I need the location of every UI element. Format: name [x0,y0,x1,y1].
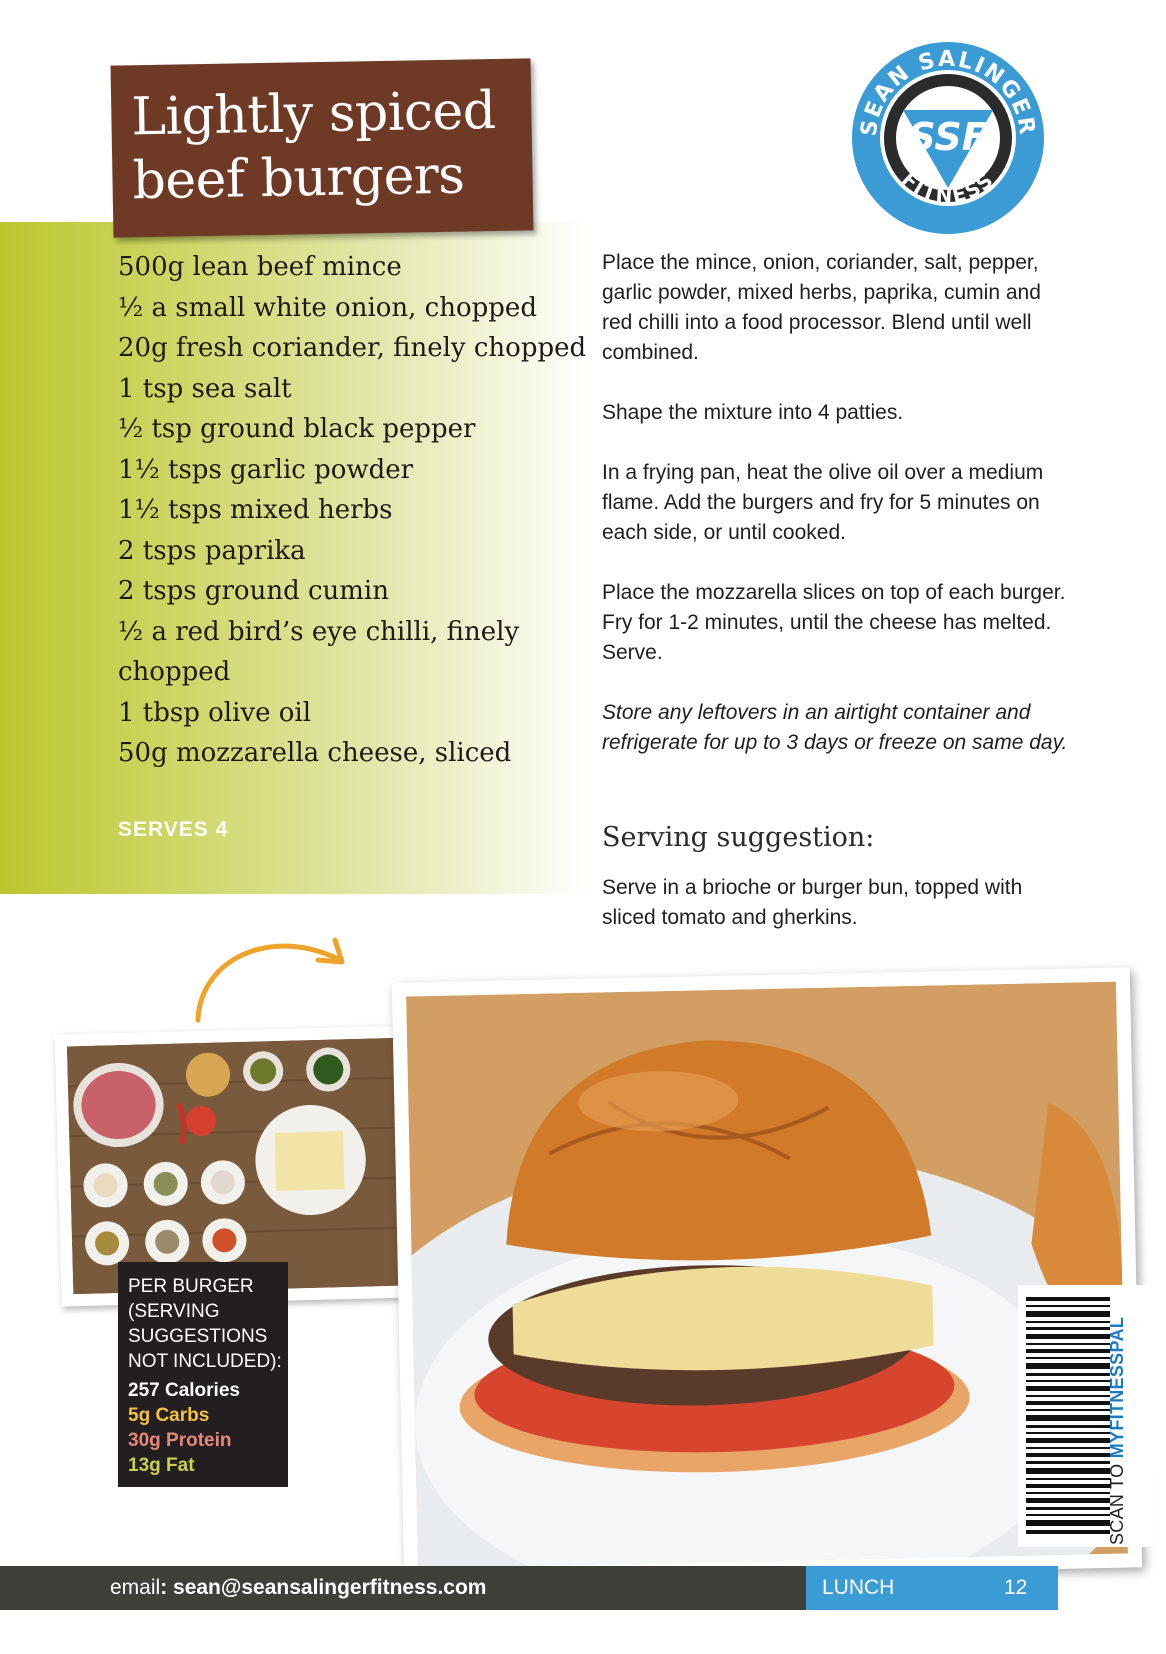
serving-suggestion-text: Serve in a brioche or burger bun, topped with sliced tomato and gherkins. [602,876,1023,929]
recipe-title-box [111,58,534,237]
storage-note: Store any leftovers in an airtight container and refrigerate for up to 3 days or freeze on same day. [602,701,1068,754]
footer-email-label: email [110,1576,161,1599]
serves-label: SERVES 4 [118,818,229,841]
nutrition-calories: 257 Calories [128,1380,240,1401]
barcode-panel [1018,1285,1153,1547]
logo-monogram: SSF [908,115,988,159]
ingredient-item: chopped [118,657,231,687]
ingredient-item: 1½ tsps garlic powder [118,454,414,485]
nutrition-fat: 13g Fat [128,1455,195,1476]
nutrition-protein: 30g Protein [128,1430,232,1451]
footer-email [110,1576,486,1600]
method-step: Shape the mixture into 4 patties. [602,401,904,424]
barcode-icon[interactable] [1026,1293,1110,1539]
logo-bottom-text: FITNESS [897,166,999,208]
method-steps [602,248,1072,788]
ingredient-item: 1 tsp sea salt [118,373,292,404]
nutrition-label: SUGGESTIONS [128,1326,268,1347]
brand-logo [848,38,1048,238]
footer-email-address[interactable]: : sean@seansalingerfitness.com [160,1576,487,1599]
ingredient-item: 2 tsps ground cumin [118,576,389,606]
nutrition-label: (SERVING [128,1301,220,1322]
scan-to-myfitnesspal [1107,1317,1128,1545]
ingredient-item: 1½ tsps mixed herbs [118,495,393,525]
ingredient-item: 50g mozzarella cheese, sliced [118,738,512,768]
ingredient-item: 500g lean beef mince [118,252,402,282]
ingredient-item: ½ tsp ground black pepper [118,414,476,444]
footer-section-label: LUNCH [822,1576,895,1599]
nutrition-label: NOT INCLUDED): [128,1351,282,1372]
ingredient-list [118,247,588,774]
method-step: In a frying pan, heat the olive oil over a medium flame. Add the burgers and fry for 5 minutes on each side, or until cooked. [602,461,1044,544]
scan-prefix: SCAN TO [1107,1458,1127,1545]
scan-app-name: MYFITNESSPAL [1107,1316,1127,1459]
method-step: Place the mozzarella slices on top of each burger. Fry for 1-2 minutes, until the cheese has melted. Serve. [602,581,1066,664]
serving-suggestion-heading: Serving suggestion: [602,822,875,853]
ingredient-item: 2 tsps paprika [118,535,306,566]
recipe-title-line-2: beef burgers [132,145,465,212]
logo-top-text: SEAN SALINGER [856,46,1040,138]
nutrition-label: PER BURGER [128,1276,254,1297]
curved-arrow-icon [190,930,370,1030]
page-number: 12 [1004,1576,1028,1599]
nutrition-box [118,1262,288,1487]
ingredient-item: ½ a small white onion, chopped [118,292,537,323]
nutrition-carbs: 5g Carbs [128,1405,210,1426]
ingredient-item: 1 tbsp olive oil [118,697,312,728]
method-step: Place the mince, onion, coriander, salt, pepper, garlic powder, mixed herbs, paprika, cumin and red chilli into a food processor. Blend until well combined. [602,251,1041,364]
ingredient-item: ½ a red bird’s eye chilli, finely [118,616,520,647]
recipe-title-line-1: Lightly spiced [130,80,497,148]
ingredient-item: 20g fresh coriander, finely chopped [118,333,587,363]
